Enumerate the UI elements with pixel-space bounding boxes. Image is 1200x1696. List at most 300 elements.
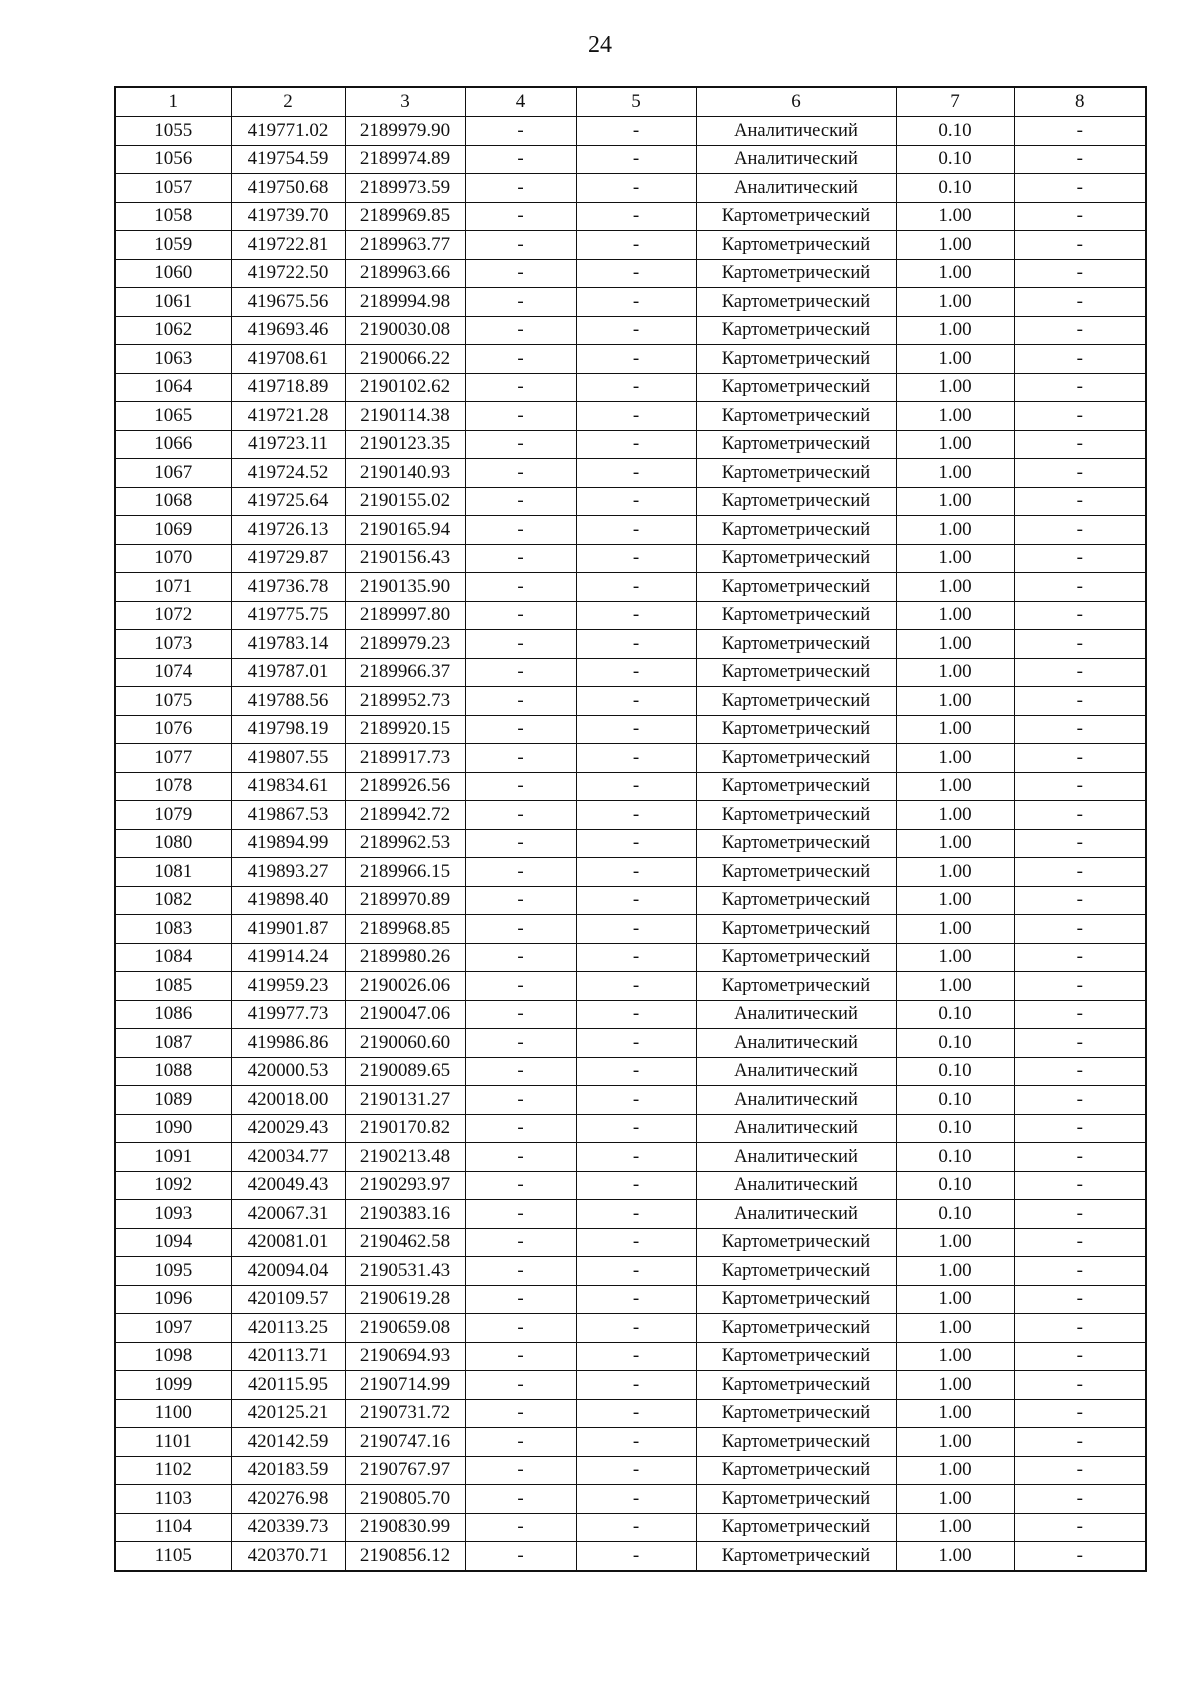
column-5-cell: -	[576, 373, 696, 402]
y-coordinate-cell: 2190089.65	[345, 1057, 465, 1086]
column-5-cell: -	[576, 1399, 696, 1428]
point-number-cell: 1058	[115, 202, 231, 231]
column-4-cell: -	[465, 1485, 576, 1514]
method-cell: Картометрический	[696, 316, 896, 345]
accuracy-cell: 1.00	[896, 1513, 1014, 1542]
point-number-cell: 1070	[115, 544, 231, 573]
column-8-cell: -	[1014, 915, 1146, 944]
point-number-cell: 1078	[115, 772, 231, 801]
column-4-cell: -	[465, 858, 576, 887]
accuracy-cell: 1.00	[896, 943, 1014, 972]
point-number-cell: 1055	[115, 117, 231, 146]
table-row	[115, 1428, 1146, 1457]
point-number-cell: 1101	[115, 1428, 231, 1457]
accuracy-cell: 0.10	[896, 1114, 1014, 1143]
method-cell: Картометрический	[696, 1228, 896, 1257]
accuracy-cell: 0.10	[896, 174, 1014, 203]
column-5-cell: -	[576, 316, 696, 345]
x-coordinate-cell: 419898.40	[231, 886, 345, 915]
column-4-cell: -	[465, 1314, 576, 1343]
y-coordinate-cell: 2190155.02	[345, 487, 465, 516]
accuracy-cell: 1.00	[896, 1542, 1014, 1571]
accuracy-cell: 1.00	[896, 288, 1014, 317]
column-8-cell: -	[1014, 972, 1146, 1001]
y-coordinate-cell: 2189969.85	[345, 202, 465, 231]
y-coordinate-cell: 2190714.99	[345, 1371, 465, 1400]
y-coordinate-cell: 2190856.12	[345, 1542, 465, 1571]
x-coordinate-cell: 419834.61	[231, 772, 345, 801]
point-number-cell: 1084	[115, 943, 231, 972]
column-8-cell: -	[1014, 1342, 1146, 1371]
accuracy-cell: 1.00	[896, 886, 1014, 915]
accuracy-cell: 1.00	[896, 601, 1014, 630]
y-coordinate-cell: 2189917.73	[345, 744, 465, 773]
accuracy-cell: 1.00	[896, 744, 1014, 773]
y-coordinate-cell: 2190140.93	[345, 459, 465, 488]
method-cell: Картометрический	[696, 487, 896, 516]
column-5-cell: -	[576, 829, 696, 858]
method-cell: Картометрический	[696, 1285, 896, 1314]
column-8-cell: -	[1014, 459, 1146, 488]
x-coordinate-cell: 419726.13	[231, 516, 345, 545]
column-8-cell: -	[1014, 288, 1146, 317]
column-5-cell: -	[576, 658, 696, 687]
point-number-cell: 1075	[115, 687, 231, 716]
method-cell: Картометрический	[696, 573, 896, 602]
x-coordinate-cell: 420125.21	[231, 1399, 345, 1428]
column-4-cell: -	[465, 1057, 576, 1086]
point-number-cell: 1064	[115, 373, 231, 402]
y-coordinate-cell: 2189966.37	[345, 658, 465, 687]
x-coordinate-cell: 419771.02	[231, 117, 345, 146]
column-5-cell: -	[576, 886, 696, 915]
y-coordinate-cell: 2190165.94	[345, 516, 465, 545]
x-coordinate-cell: 419675.56	[231, 288, 345, 317]
y-coordinate-cell: 2190114.38	[345, 402, 465, 431]
method-cell: Картометрический	[696, 858, 896, 887]
column-8-cell: -	[1014, 516, 1146, 545]
column-5-cell: -	[576, 801, 696, 830]
accuracy-cell: 0.10	[896, 1200, 1014, 1229]
method-cell: Картометрический	[696, 801, 896, 830]
table-row	[115, 1456, 1146, 1485]
table-row	[115, 1171, 1146, 1200]
column-8-cell: -	[1014, 1057, 1146, 1086]
x-coordinate-cell: 419986.86	[231, 1029, 345, 1058]
column-4-cell: -	[465, 658, 576, 687]
column-4-cell: -	[465, 117, 576, 146]
accuracy-cell: 1.00	[896, 829, 1014, 858]
x-coordinate-cell: 419693.46	[231, 316, 345, 345]
accuracy-cell: 1.00	[896, 1228, 1014, 1257]
column-8-cell: -	[1014, 687, 1146, 716]
y-coordinate-cell: 2189979.23	[345, 630, 465, 659]
accuracy-cell: 1.00	[896, 1371, 1014, 1400]
point-number-cell: 1062	[115, 316, 231, 345]
column-4-cell: -	[465, 459, 576, 488]
column-8-cell: -	[1014, 373, 1146, 402]
y-coordinate-cell: 2190102.62	[345, 373, 465, 402]
point-number-cell: 1104	[115, 1513, 231, 1542]
column-5-cell: -	[576, 772, 696, 801]
accuracy-cell: 1.00	[896, 544, 1014, 573]
column-4-cell: -	[465, 601, 576, 630]
accuracy-cell: 1.00	[896, 687, 1014, 716]
column-4-cell: -	[465, 1257, 576, 1286]
table-row	[115, 145, 1146, 174]
column-5-cell: -	[576, 1000, 696, 1029]
x-coordinate-cell: 420081.01	[231, 1228, 345, 1257]
table-row	[115, 1513, 1146, 1542]
method-cell: Картометрический	[696, 772, 896, 801]
point-number-cell: 1092	[115, 1171, 231, 1200]
column-4-cell: -	[465, 972, 576, 1001]
column-8-cell: -	[1014, 1200, 1146, 1229]
y-coordinate-cell: 2189926.56	[345, 772, 465, 801]
point-number-cell: 1096	[115, 1285, 231, 1314]
table-row	[115, 174, 1146, 203]
method-cell: Картометрический	[696, 687, 896, 716]
column-5-cell: -	[576, 259, 696, 288]
y-coordinate-cell: 2189962.53	[345, 829, 465, 858]
column-8-cell: -	[1014, 1456, 1146, 1485]
accuracy-cell: 1.00	[896, 858, 1014, 887]
method-cell: Картометрический	[696, 972, 896, 1001]
column-5-cell: -	[576, 1456, 696, 1485]
column-8-cell: -	[1014, 345, 1146, 374]
table-row	[115, 1200, 1146, 1229]
column-8-cell: -	[1014, 1029, 1146, 1058]
table-row	[115, 601, 1146, 630]
table-row	[115, 915, 1146, 944]
x-coordinate-cell: 419723.11	[231, 430, 345, 459]
point-number-cell: 1085	[115, 972, 231, 1001]
method-cell: Картометрический	[696, 231, 896, 260]
column-5-cell: -	[576, 1485, 696, 1514]
table-row	[115, 430, 1146, 459]
x-coordinate-cell: 419894.99	[231, 829, 345, 858]
method-cell: Аналитический	[696, 1057, 896, 1086]
x-coordinate-cell: 419729.87	[231, 544, 345, 573]
column-8-cell: -	[1014, 231, 1146, 260]
table-row	[115, 402, 1146, 431]
table-row	[115, 231, 1146, 260]
column-8-cell: -	[1014, 1314, 1146, 1343]
x-coordinate-cell: 419977.73	[231, 1000, 345, 1029]
x-coordinate-cell: 420370.71	[231, 1542, 345, 1571]
accuracy-cell: 1.00	[896, 573, 1014, 602]
accuracy-cell: 0.10	[896, 1057, 1014, 1086]
y-coordinate-cell: 2190135.90	[345, 573, 465, 602]
accuracy-cell: 1.00	[896, 487, 1014, 516]
y-coordinate-cell: 2189970.89	[345, 886, 465, 915]
column-4-cell: -	[465, 886, 576, 915]
y-coordinate-cell: 2190830.99	[345, 1513, 465, 1542]
column-5-cell: -	[576, 687, 696, 716]
x-coordinate-cell: 419724.52	[231, 459, 345, 488]
method-cell: Картометрический	[696, 516, 896, 545]
method-cell: Аналитический	[696, 1171, 896, 1200]
table-row	[115, 316, 1146, 345]
x-coordinate-cell: 419788.56	[231, 687, 345, 716]
point-number-cell: 1080	[115, 829, 231, 858]
x-coordinate-cell: 419750.68	[231, 174, 345, 203]
table-row	[115, 1314, 1146, 1343]
column-4-cell: -	[465, 801, 576, 830]
column-8-cell: -	[1014, 259, 1146, 288]
method-cell: Аналитический	[696, 1086, 896, 1115]
y-coordinate-cell: 2190694.93	[345, 1342, 465, 1371]
header-row	[115, 87, 1146, 117]
column-4-cell: -	[465, 373, 576, 402]
x-coordinate-cell: 420034.77	[231, 1143, 345, 1172]
coordinates-table	[114, 86, 1147, 1572]
method-cell: Картометрический	[696, 601, 896, 630]
table-row	[115, 1285, 1146, 1314]
accuracy-cell: 0.10	[896, 1171, 1014, 1200]
column-header-8: 8	[1014, 87, 1146, 117]
column-4-cell: -	[465, 1513, 576, 1542]
method-cell: Картометрический	[696, 658, 896, 687]
column-5-cell: -	[576, 288, 696, 317]
column-8-cell: -	[1014, 658, 1146, 687]
accuracy-cell: 1.00	[896, 459, 1014, 488]
column-5-cell: -	[576, 544, 696, 573]
accuracy-cell: 1.00	[896, 231, 1014, 260]
table-row	[115, 1029, 1146, 1058]
x-coordinate-cell: 420276.98	[231, 1485, 345, 1514]
column-8-cell: -	[1014, 1399, 1146, 1428]
column-4-cell: -	[465, 174, 576, 203]
column-header-7: 7	[896, 87, 1014, 117]
x-coordinate-cell: 420094.04	[231, 1257, 345, 1286]
column-4-cell: -	[465, 1000, 576, 1029]
table-row	[115, 117, 1146, 146]
column-8-cell: -	[1014, 886, 1146, 915]
accuracy-cell: 1.00	[896, 715, 1014, 744]
column-8-cell: -	[1014, 202, 1146, 231]
y-coordinate-cell: 2190805.70	[345, 1485, 465, 1514]
column-8-cell: -	[1014, 1114, 1146, 1143]
x-coordinate-cell: 419725.64	[231, 487, 345, 516]
column-8-cell: -	[1014, 801, 1146, 830]
column-4-cell: -	[465, 1371, 576, 1400]
column-5-cell: -	[576, 715, 696, 744]
table-row	[115, 658, 1146, 687]
point-number-cell: 1068	[115, 487, 231, 516]
method-cell: Картометрический	[696, 1456, 896, 1485]
table-row	[115, 772, 1146, 801]
column-8-cell: -	[1014, 601, 1146, 630]
column-5-cell: -	[576, 117, 696, 146]
column-4-cell: -	[465, 202, 576, 231]
column-4-cell: -	[465, 829, 576, 858]
column-5-cell: -	[576, 858, 696, 887]
method-cell: Аналитический	[696, 1200, 896, 1229]
point-number-cell: 1061	[115, 288, 231, 317]
method-cell: Картометрический	[696, 1399, 896, 1428]
x-coordinate-cell: 419807.55	[231, 744, 345, 773]
method-cell: Картометрический	[696, 1257, 896, 1286]
method-cell: Картометрический	[696, 459, 896, 488]
column-5-cell: -	[576, 1171, 696, 1200]
column-5-cell: -	[576, 430, 696, 459]
accuracy-cell: 1.00	[896, 202, 1014, 231]
method-cell: Картометрический	[696, 259, 896, 288]
column-4-cell: -	[465, 915, 576, 944]
method-cell: Картометрический	[696, 544, 896, 573]
y-coordinate-cell: 2190030.08	[345, 316, 465, 345]
x-coordinate-cell: 419787.01	[231, 658, 345, 687]
y-coordinate-cell: 2189966.15	[345, 858, 465, 887]
column-5-cell: -	[576, 1228, 696, 1257]
accuracy-cell: 1.00	[896, 972, 1014, 1001]
point-number-cell: 1094	[115, 1228, 231, 1257]
column-4-cell: -	[465, 1399, 576, 1428]
column-4-cell: -	[465, 1542, 576, 1571]
table-body	[115, 117, 1146, 1571]
y-coordinate-cell: 2189979.90	[345, 117, 465, 146]
column-8-cell: -	[1014, 316, 1146, 345]
column-4-cell: -	[465, 145, 576, 174]
x-coordinate-cell: 420142.59	[231, 1428, 345, 1457]
method-cell: Картометрический	[696, 1513, 896, 1542]
table-row	[115, 1342, 1146, 1371]
column-5-cell: -	[576, 1200, 696, 1229]
column-8-cell: -	[1014, 772, 1146, 801]
x-coordinate-cell: 419798.19	[231, 715, 345, 744]
column-8-cell: -	[1014, 1257, 1146, 1286]
column-8-cell: -	[1014, 174, 1146, 203]
column-5-cell: -	[576, 915, 696, 944]
y-coordinate-cell: 2189942.72	[345, 801, 465, 830]
x-coordinate-cell: 419736.78	[231, 573, 345, 602]
column-4-cell: -	[465, 1171, 576, 1200]
method-cell: Картометрический	[696, 630, 896, 659]
column-5-cell: -	[576, 1114, 696, 1143]
table-row	[115, 487, 1146, 516]
method-cell: Картометрический	[696, 829, 896, 858]
column-8-cell: -	[1014, 145, 1146, 174]
accuracy-cell: 1.00	[896, 259, 1014, 288]
column-5-cell: -	[576, 943, 696, 972]
x-coordinate-cell: 419739.70	[231, 202, 345, 231]
column-header-3: 3	[345, 87, 465, 117]
y-coordinate-cell: 2190026.06	[345, 972, 465, 1001]
point-number-cell: 1089	[115, 1086, 231, 1115]
method-cell: Картометрический	[696, 943, 896, 972]
column-8-cell: -	[1014, 1171, 1146, 1200]
column-4-cell: -	[465, 259, 576, 288]
table-row	[115, 1143, 1146, 1172]
table-row	[115, 373, 1146, 402]
column-4-cell: -	[465, 573, 576, 602]
x-coordinate-cell: 420067.31	[231, 1200, 345, 1229]
point-number-cell: 1090	[115, 1114, 231, 1143]
table-row	[115, 715, 1146, 744]
method-cell: Аналитический	[696, 1114, 896, 1143]
point-number-cell: 1079	[115, 801, 231, 830]
table-row	[115, 288, 1146, 317]
column-4-cell: -	[465, 1342, 576, 1371]
x-coordinate-cell: 420113.25	[231, 1314, 345, 1343]
method-cell: Аналитический	[696, 1029, 896, 1058]
column-8-cell: -	[1014, 1086, 1146, 1115]
column-5-cell: -	[576, 744, 696, 773]
column-8-cell: -	[1014, 487, 1146, 516]
point-number-cell: 1056	[115, 145, 231, 174]
point-number-cell: 1091	[115, 1143, 231, 1172]
table-row	[115, 630, 1146, 659]
column-4-cell: -	[465, 1200, 576, 1229]
y-coordinate-cell: 2190131.27	[345, 1086, 465, 1115]
column-8-cell: -	[1014, 630, 1146, 659]
method-cell: Картометрический	[696, 1428, 896, 1457]
column-8-cell: -	[1014, 1542, 1146, 1571]
x-coordinate-cell: 419718.89	[231, 373, 345, 402]
column-5-cell: -	[576, 1542, 696, 1571]
column-5-cell: -	[576, 601, 696, 630]
column-5-cell: -	[576, 1314, 696, 1343]
accuracy-cell: 1.00	[896, 772, 1014, 801]
x-coordinate-cell: 420029.43	[231, 1114, 345, 1143]
x-coordinate-cell: 420109.57	[231, 1285, 345, 1314]
y-coordinate-cell: 2190047.06	[345, 1000, 465, 1029]
accuracy-cell: 1.00	[896, 1314, 1014, 1343]
y-coordinate-cell: 2190767.97	[345, 1456, 465, 1485]
point-number-cell: 1077	[115, 744, 231, 773]
table-row	[115, 1114, 1146, 1143]
y-coordinate-cell: 2189968.85	[345, 915, 465, 944]
point-number-cell: 1060	[115, 259, 231, 288]
x-coordinate-cell: 419754.59	[231, 145, 345, 174]
column-header-2: 2	[231, 87, 345, 117]
y-coordinate-cell: 2189952.73	[345, 687, 465, 716]
x-coordinate-cell: 419959.23	[231, 972, 345, 1001]
y-coordinate-cell: 2189920.15	[345, 715, 465, 744]
column-5-cell: -	[576, 459, 696, 488]
column-8-cell: -	[1014, 829, 1146, 858]
column-5-cell: -	[576, 174, 696, 203]
y-coordinate-cell: 2190619.28	[345, 1285, 465, 1314]
column-4-cell: -	[465, 687, 576, 716]
column-8-cell: -	[1014, 715, 1146, 744]
column-8-cell: -	[1014, 858, 1146, 887]
method-cell: Картометрический	[696, 288, 896, 317]
accuracy-cell: 0.10	[896, 1143, 1014, 1172]
x-coordinate-cell: 419722.50	[231, 259, 345, 288]
method-cell: Аналитический	[696, 174, 896, 203]
column-4-cell: -	[465, 1143, 576, 1172]
method-cell: Картометрический	[696, 1485, 896, 1514]
table-row	[115, 1086, 1146, 1115]
column-5-cell: -	[576, 1057, 696, 1086]
column-8-cell: -	[1014, 117, 1146, 146]
point-number-cell: 1071	[115, 573, 231, 602]
column-8-cell: -	[1014, 573, 1146, 602]
table-row	[115, 345, 1146, 374]
x-coordinate-cell: 420115.95	[231, 1371, 345, 1400]
column-5-cell: -	[576, 1342, 696, 1371]
y-coordinate-cell: 2190747.16	[345, 1428, 465, 1457]
column-8-cell: -	[1014, 1285, 1146, 1314]
column-5-cell: -	[576, 345, 696, 374]
column-4-cell: -	[465, 1228, 576, 1257]
y-coordinate-cell: 2190462.58	[345, 1228, 465, 1257]
column-8-cell: -	[1014, 402, 1146, 431]
table-row	[115, 744, 1146, 773]
table-row	[115, 687, 1146, 716]
